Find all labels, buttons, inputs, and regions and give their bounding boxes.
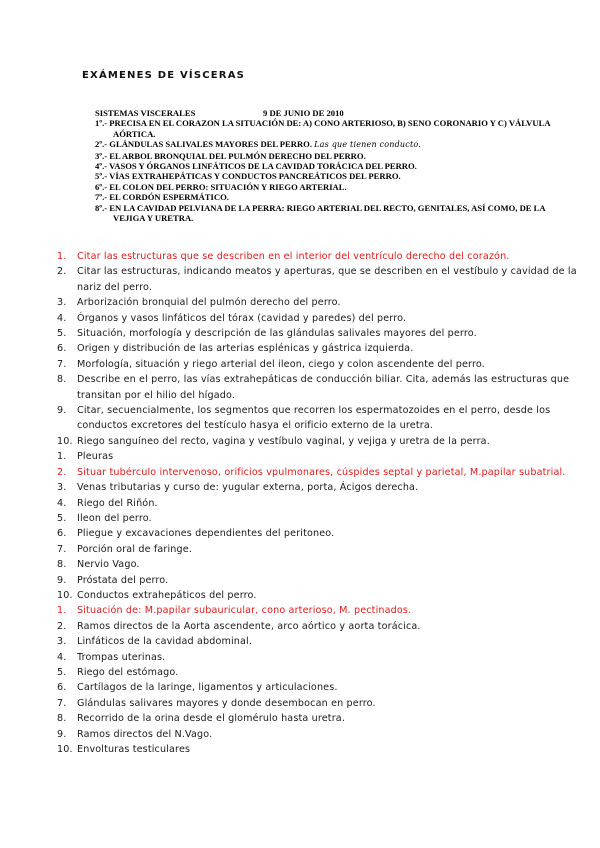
scan-line: 6º.- EL COLON DEL PERRO: SITUACIÓN Y RIEGO ARTERIAL. [95, 181, 347, 192]
scan-line-text: 2º.- GLÁNDULAS SALIVALES MAYORES DEL PERRO. [95, 139, 313, 150]
question-item [57, 311, 577, 326]
question-text: Situación, morfología y descripción de las glándulas salivales mayores del perro. [77, 328, 477, 340]
question-text: Riego del estómago. [77, 666, 179, 678]
question-item [57, 480, 577, 495]
question-text: Glándulas salivares mayores y donde desembocan en perro. [77, 697, 376, 709]
question-lists [57, 249, 577, 757]
scan-line: 5º.- VÍAS EXTRAHEPÁTICAS Y CONDUCTOS PANCREÁTICOS DEL PERRO. [95, 171, 401, 182]
question-text: Linfáticos de la cavidad abdominal. [77, 636, 253, 648]
question-item [57, 357, 577, 372]
question-item [57, 711, 577, 726]
question-text: Ramos directos de la Aorta ascendente, arco aórtico y aorta torácica. [77, 620, 421, 632]
question-number: 10. [57, 435, 73, 447]
question-text: Citar las estructuras que se describen en el interior del ventrículo derecho del corazón. [77, 251, 510, 262]
question-number: 6. [57, 528, 67, 540]
question-text: Morfología, situación y riego arterial del ileon, ciego y colon ascendente del perro. [77, 358, 485, 370]
question-number: 4. [57, 651, 67, 663]
page-title: EXÁMENES DE VÍSCERAS [82, 70, 246, 81]
question-number: 2. [57, 266, 67, 278]
scan-line [95, 139, 545, 150]
question-number: 1. [57, 251, 67, 262]
handwritten-note: Las que tienen conducto. [314, 140, 421, 150]
question-item [57, 496, 577, 511]
exam-list-2 [57, 449, 577, 603]
question-item [57, 603, 577, 618]
question-text: Trompas uterinas. [77, 651, 166, 663]
scanned-exam-sheet [95, 108, 551, 224]
question-number: 5. [57, 328, 67, 340]
question-number: 3. [57, 297, 67, 309]
scan-line: 7º.- EL CORDÓN ESPERMÁTICO. [95, 192, 229, 203]
question-text: Describe en el perro, las vías extrahepáticas de conducción biliar. Cita, además las estructuras que transitan por el hilio del hígado. [77, 374, 570, 401]
question-text: Órganos y vasos linfáticos del tórax (cavidad y paredes) del perro. [77, 312, 407, 324]
question-text: Arborización bronquial del pulmón derecho del perro. [77, 297, 341, 309]
question-text: Envolturas testiculares [77, 744, 191, 755]
question-number: 10. [57, 589, 73, 601]
question-item [57, 557, 577, 572]
question-text: Ramos directos del N.Vago. [77, 728, 213, 740]
question-text: Citar las estructuras, indicando meatos y aperturas, que se describen en el vestíbulo y cavidad de la nariz del perro. [77, 266, 577, 293]
scan-line: AÓRTICA. [113, 128, 156, 139]
question-text: Riego sanguíneo del recto, vagina y vestíbulo vaginal, y vejiga y uretra de la perra. [77, 435, 490, 447]
question-number: 9. [57, 574, 67, 586]
question-number: 9. [57, 405, 67, 417]
question-item [57, 542, 577, 557]
question-item [57, 588, 577, 603]
question-number: 8. [57, 374, 67, 386]
question-text: Situar tubérculo intervenoso, orificios vpulmonares, cúspides septal y parietal, M.papilar subatrial. [77, 466, 566, 478]
question-item [57, 526, 577, 541]
question-number: 5. [57, 512, 67, 524]
question-text: Conductos extrahepáticos del perro. [77, 589, 257, 601]
question-text: Riego del Riñón. [77, 497, 158, 509]
question-text: Pliegue y excavaciones dependientes del peritoneo. [77, 528, 335, 540]
question-text: Recorrido de la orina desde el glomérulo hasta uretra. [77, 713, 346, 725]
question-number: 1. [57, 451, 67, 463]
scan-heading: SISTEMAS VISCERALES [95, 108, 196, 118]
scan-line: 1º.- PRECISA EN EL CORAZON LA SITUACIÓN DE: A) CONO ARTERIOSO, B) SENO CORONARIO Y C) VÁLVULA [95, 118, 551, 129]
question-number: 4. [57, 312, 67, 324]
scan-line: 4º.- VASOS Y ÓRGANOS LINFÁTICOS DE LA CAVIDAD TORÁCICA DEL PERRO. [95, 161, 417, 172]
question-number: 1. [57, 605, 67, 617]
question-text: Nervio Vago. [77, 559, 140, 571]
question-number: 4. [57, 497, 67, 509]
question-text: Origen y distribución de las arterias esplénicas y gástrica izquierda. [77, 343, 414, 355]
scan-header [95, 108, 545, 118]
question-number: 8. [57, 713, 67, 725]
question-number: 10. [57, 744, 73, 755]
scan-date: 9 DE JUNIO DE 2010 [263, 108, 344, 118]
question-number: 7. [57, 543, 67, 555]
question-item [57, 295, 577, 310]
question-item [57, 326, 577, 341]
question-item [57, 249, 577, 264]
question-item [57, 573, 577, 588]
question-number: 3. [57, 636, 67, 648]
question-text: Porción oral de faringe. [77, 543, 193, 555]
question-number: 7. [57, 358, 67, 370]
question-text: Venas tributarias y curso de: yugular externa, porta, Ácigos derecha. [77, 482, 419, 494]
question-number: 6. [57, 343, 67, 355]
question-item [57, 665, 577, 680]
question-item [57, 742, 577, 757]
question-item [57, 680, 577, 695]
scan-line: 8º.- EN LA CAVIDAD PELVIANA DE LA PERRA: RIEGO ARTERIAL DEL RECTO, GENITALES, ASÍ COMO, DE LA [95, 202, 546, 213]
question-item [57, 634, 577, 649]
question-number: 9. [57, 728, 67, 740]
question-number: 3. [57, 482, 67, 494]
question-item [57, 511, 577, 526]
scan-line: 3º.- EL ARBOL BRONQUIAL DEL PULMÓN DERECHO DEL PERRO. [95, 150, 366, 161]
question-number: 2. [57, 620, 67, 632]
question-item [57, 650, 577, 665]
question-item [57, 264, 577, 295]
question-number: 6. [57, 682, 67, 694]
question-text: Situación de: M.papilar subauricular, cono arterioso, M. pectinados. [77, 605, 412, 617]
question-item [57, 727, 577, 742]
question-item [57, 341, 577, 356]
question-text: Ileon del perro. [77, 512, 152, 524]
question-number: 8. [57, 559, 67, 571]
question-number: 2. [57, 466, 67, 478]
question-text: Pleuras [77, 451, 114, 463]
question-text: Citar, secuencialmente, los segmentos que recorren los espermatozoides en el perro, desde los conductos excretores del testículo hasya el orificio externo de la uretra. [77, 405, 551, 432]
scan-line: VEJIGA Y URETRA. [113, 213, 194, 224]
question-item [57, 465, 577, 480]
exam-list-3 [57, 603, 577, 757]
question-item [57, 403, 577, 434]
question-text: Cartílagos de la laringe, ligamentos y articulaciones. [77, 682, 338, 694]
question-item [57, 449, 577, 464]
question-item [57, 434, 577, 449]
exam-list-1 [57, 249, 577, 449]
question-text: Próstata del perro. [77, 574, 169, 586]
question-number: 7. [57, 697, 67, 709]
question-item [57, 372, 577, 403]
question-number: 5. [57, 666, 67, 678]
question-item [57, 619, 577, 634]
question-item [57, 696, 577, 711]
